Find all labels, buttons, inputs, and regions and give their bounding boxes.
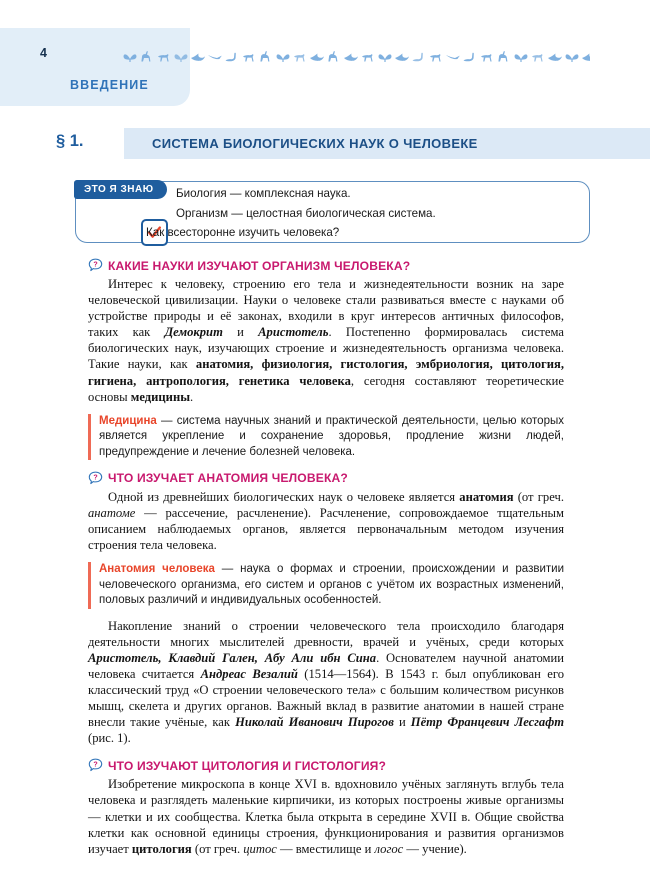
subheading-3 [88, 758, 564, 773]
p3-text-b: . Основателем научной анатомии человека считается [88, 650, 564, 681]
p3-scientist-pirogov: Николай Иванович Пирогов [235, 715, 394, 730]
p1-text-c: , сегодня составляют теоретические основы [88, 373, 565, 404]
know-line-3: Как всесторонне изучить человека? [146, 226, 340, 239]
p2-term-anatomy: анатомия [459, 489, 514, 504]
animal-silhouette-frieze-icon [122, 42, 590, 64]
p4-text-c: — вместилище и [276, 841, 375, 856]
definition-medicine [88, 414, 564, 460]
definition-text-anatomy: — наука о формах и строении, происхождении и развитии человеческого организма, его систем и органов с учётом их возрастных изменений, половых различий и индивидуальных особенностей. [99, 563, 564, 607]
paragraph-4 [88, 776, 564, 856]
page-top-band [0, 0, 650, 112]
question-bubble-icon [88, 758, 103, 773]
subheading-1-text: КАКИЕ НАУКИ ИЗУЧАЮТ ОРГАНИЗМ ЧЕЛОВЕКА? [108, 258, 411, 273]
p1-term-medicine: медицины [130, 389, 191, 404]
paragraph-3 [88, 618, 564, 747]
paragraph-2 [88, 489, 564, 553]
i-know-this-badge: ЭТО Я ЗНАЮ [74, 180, 167, 199]
subheading-1 [88, 258, 564, 273]
p2-text-a: Одной из древнейших биологических наук о человеке является [108, 489, 460, 504]
p4-text-a: Изобретение микроскопа в конце XVI в. вдохновило учёных заглянуть вглубь тела человека и разглядеть маленькие кирпичики, из которых построены живые организмы — клетки и их сообщества. Клетка была открыта в середине XVII в. Общие свойства клетки как основной единицы строения, функционирования и развития организмов изучает [88, 777, 564, 856]
svg-text:?: ? [93, 473, 98, 482]
p3-figure-ref: (рис. 1). [88, 731, 131, 746]
subheading-2-text: ЧТО ИЗУЧАЕТ АНАТОМИЯ ЧЕЛОВЕКА? [108, 471, 348, 486]
unit-label: ВВЕДЕНИЕ [70, 78, 149, 92]
p1-conj: и [222, 325, 259, 340]
subheading-2 [88, 471, 564, 486]
section-header [0, 128, 650, 160]
unit-label-block [0, 28, 190, 106]
p1-text-b: . Постепенно формировалась система биологических наук, изучающих строение и жизнедеятельность организма человека. Такие науки, как [88, 325, 564, 372]
definition-term-anatomy: Анатомия человека [99, 563, 215, 576]
p3-text-a: Накопление знаний о строении человеческого тела происходило благодаря деятельности многих мыслителей древности, врачей и учёных, среди которых [88, 618, 564, 649]
page-number: 4 [40, 46, 47, 60]
p4-term-cytology: цитология [131, 841, 192, 856]
p1-scientist-2: Аристотель [258, 325, 329, 340]
paragraph-1 [88, 276, 564, 405]
definition-text-medicine: — система научных знаний и практической деятельности, целью которых является укрепление и сохранение здоровья, продление жизни людей, предупреждение и лечение болезней человека. [99, 414, 564, 458]
svg-text:?: ? [93, 260, 98, 269]
p1-text-a: Интерес к человеку, строению его тела и жизнедеятельности возник на заре человеческой цивилизации. Науки о человеке стали развиваться вместе с науками об устройстве природы и её законах, входили в круг интересов античных философов, таких как [88, 277, 564, 340]
p1-period: . [190, 389, 194, 404]
section-title: СИСТЕМА БИОЛОГИЧЕСКИХ НАУК О ЧЕЛОВЕКЕ [152, 136, 478, 151]
p3-conj: и [393, 715, 411, 730]
p3-scientists-ancient: Аристотель, Клавдий Гален, Абу Али ибн Сина [88, 650, 377, 665]
know-line-1: Биология — комплексная наука. [176, 187, 351, 200]
question-bubble-icon [88, 471, 103, 486]
p4-text-b: (от греч. [191, 841, 244, 856]
p1-scientist-1: Демокрит [164, 325, 223, 340]
definition-human-anatomy [88, 562, 564, 608]
p4-text-d: — учение). [403, 841, 467, 856]
subheading-3-text: ЧТО ИЗУЧАЮТ ЦИТОЛОГИЯ И ГИСТОЛОГИЯ? [108, 758, 387, 773]
p1-science-terms: анатомия, физиология, гистология, эмбриология, цитология, гигиена, антропология, генетика человека [88, 357, 564, 388]
p3-scientist-lesgaft: Пётр Францевич Лесгафт [410, 715, 564, 730]
article-content [88, 258, 564, 857]
p2-text-c: — рассечение, расчленение). Расчленение, сопровождаемое тщательным описанием наблюдаемых органов, является первоначальным методом изучения строения тела человека. [88, 506, 564, 553]
i-know-this-lines [146, 184, 576, 243]
p4-greek-logos: логос [374, 841, 404, 856]
question-bubble-icon [88, 258, 103, 273]
definition-term-medicine: Медицина [99, 414, 157, 427]
p3-text-c: (1514—1564). В 1543 г. был опубликован его классический труд «О строении человеческого тела» с большим количеством рисунков мышц, скелета и других органов. Важный вклад в развитие анатомии в нашей стране внесли такие учёные, как [88, 666, 564, 730]
p3-scientist-vesalius: Андреас Везалий [200, 666, 298, 681]
p4-greek-cytos: цитос [243, 841, 277, 856]
section-number: § 1. [56, 132, 84, 150]
know-line-2: Организм — целостная биологическая система. [176, 206, 436, 220]
p2-text-b: (от греч. [513, 489, 564, 504]
svg-text:?: ? [93, 761, 98, 770]
p2-greek-word: анатоме [88, 506, 136, 521]
